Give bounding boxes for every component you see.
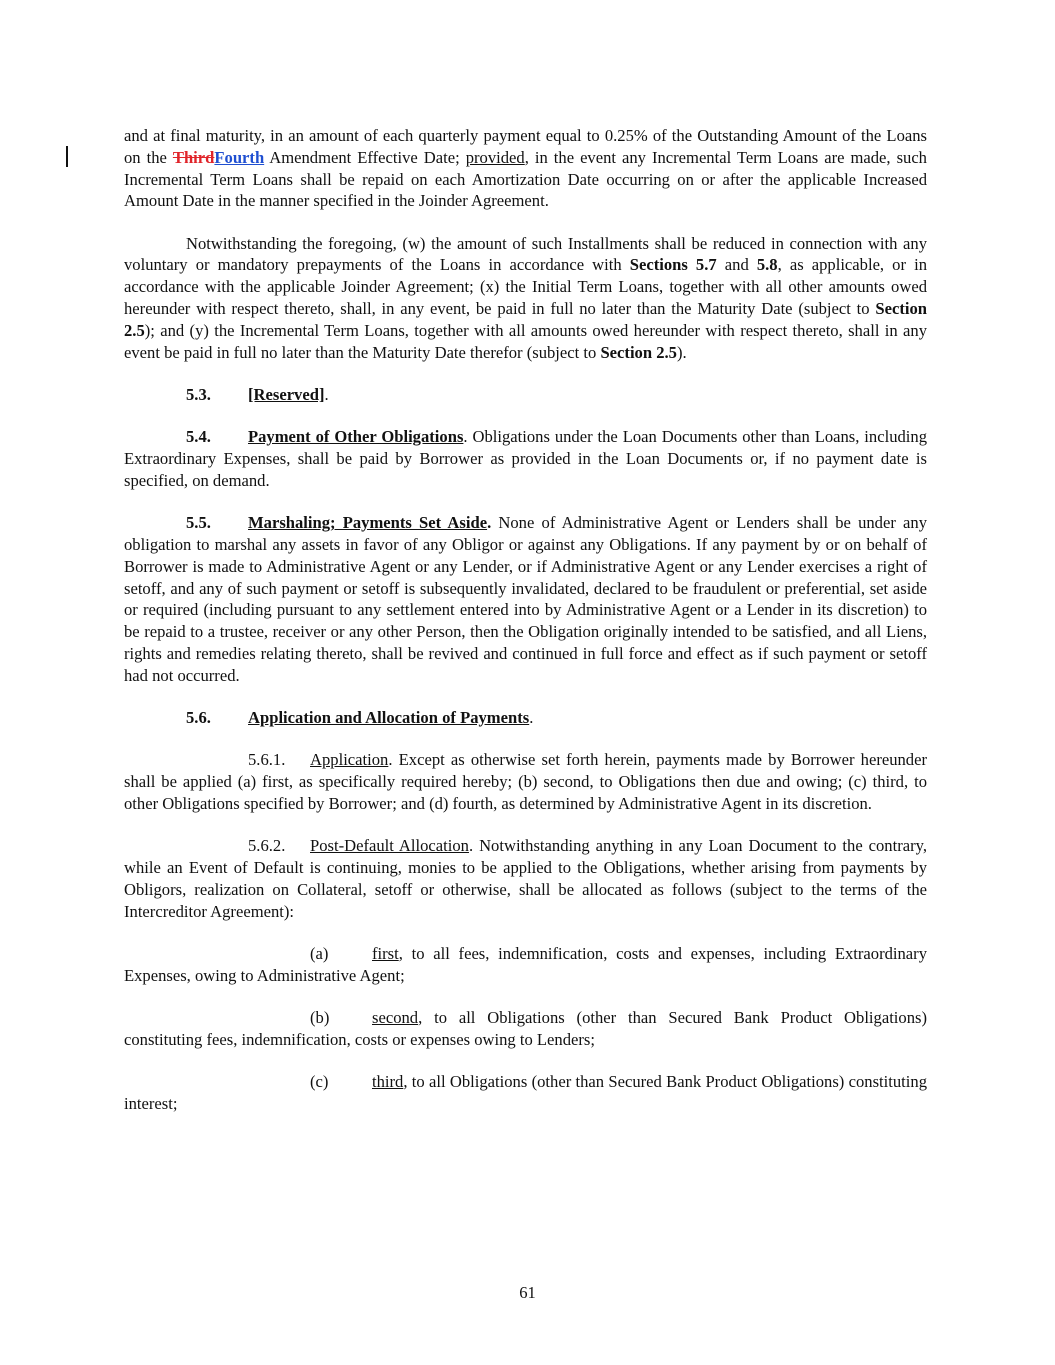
text-run: , in the event any Incremental Term Loans are made, such Incremental Term Loans shall be repaid on each Amortization Date occurring on or after the applicable Increased Amount Date in the manner specified in the Joinder Agreement.: [124, 147, 927, 211]
subsection-title: Application: [310, 750, 389, 770]
section-ref: Sections 5.7: [629, 255, 717, 275]
subsection-number: 5.6.2.: [248, 836, 286, 856]
text-run: ); and (y) the Incremental Term Loans, together with all amounts owed hereunder with respect thereto, shall in any event be paid in full no later than the Maturity Date therefor (subject to: [124, 320, 927, 362]
section-body: None of Administrative Agent or Lenders shall be under any obligation to marshal any assets in favor of any Obligor or against any Obligations. If any payment by or on behalf of Borrower is made to Administrative Agent or any Lender, or if Administrative Agent or any Lender exercises a right of setoff, and any of such payment or setoff is subsequently invalidated, declared to be fraudulent or preferential, set aside or required (including pursuant to any settlement entered into by Administrative Agent or a Lender in its discretion) to be repaid to a trustee, receiver or any other Person, then the Obligation originally intended to be satisfied, and all Liens, rights and remedies relating thereto, shall be revived and continued in full force and effect as if such payment or setoff had not occurred.: [124, 513, 927, 685]
document-page: [124, 125, 927, 1115]
change-bar: [66, 146, 68, 167]
subsection-title: Post-Default Allocation: [310, 836, 469, 856]
subsection-number: 5.6.1.: [248, 750, 286, 770]
item-keyword: third: [372, 1072, 404, 1092]
subsection-body: . Except as otherwise set forth herein, payments made by Borrower hereunder shall be applied (a) first, as specifically required hereby; (b) second, to Obligations then due and owing; (c) third, to other Obligations specified by Borrower; and (d) fourth, as determined by Administrative Agent in its discretion.: [124, 750, 927, 813]
section-number: 5.4.: [186, 427, 211, 447]
text-run: .: [487, 513, 492, 533]
section-title: Application and Allocation of Payments: [248, 708, 530, 728]
item-label: (a): [310, 943, 329, 963]
text-run: and at final maturity, in an amount of each quarterly payment equal to 0.25% of the Outstanding Amount of the Loans on the: [124, 126, 927, 167]
page-number: 61: [519, 1283, 536, 1302]
paragraph-amortization: [124, 125, 927, 212]
section-5-4: [124, 426, 927, 491]
list-item: [124, 1071, 927, 1115]
item-label: (b): [310, 1008, 330, 1027]
section-number: 5.6.: [186, 708, 211, 728]
section-ref: Section 2.5: [600, 342, 677, 362]
section-5-5: [124, 512, 927, 686]
section-title: Marshaling; Payments Set Aside: [248, 513, 488, 533]
item-text: , to all Obligations (other than Secured Bank Product Obligations) constituting fees, indemnification, costs or expenses owing to Lenders;: [124, 1008, 927, 1049]
text-run: .: [324, 384, 329, 404]
section-5-3: [124, 384, 927, 406]
text-run: Amendment Effective Date;: [264, 147, 466, 167]
item-keyword: first: [372, 943, 399, 963]
text-run: Notwithstanding the foregoing, (w) the amount of such Installments shall be reduced in connection with any voluntary or mandatory prepayments of the Loans in accordance with: [124, 233, 927, 275]
item-text: , to all fees, indemnification, costs and expenses, including Extraordinary Expenses, owing to Administrative Agent;: [124, 943, 927, 985]
section-body: . Obligations under the Loan Documents other than Loans, including Extraordinary Expenses, shall be paid by Borrower as provided in the Loan Documents or, if no payment date is specified, on demand.: [124, 427, 927, 490]
provided-term: provided: [465, 147, 525, 167]
section-title: [Reserved]: [248, 384, 325, 404]
section-ref: 5.8: [756, 255, 778, 275]
section-number: 5.3.: [186, 384, 211, 404]
text-run: and: [716, 255, 757, 275]
deleted-text: Third: [172, 147, 215, 167]
item-label: (c): [310, 1072, 329, 1092]
section-5-6-2: [124, 835, 927, 922]
item-text: , to all Obligations (other than Secured Bank Product Obligations) constituting interest;: [124, 1072, 927, 1113]
subsection-body: . Notwithstanding anything in any Loan Document to the contrary, while an Event of Default is continuing, monies to be applied to the Obligations, whether arising from payments by Obligors, realization on Collateral, setoff or otherwise, shall be allocated as follows (subject to the terms of the Intercreditor Agreement):: [124, 836, 928, 921]
section-number: 5.5.: [186, 513, 211, 533]
section-5-6: [124, 707, 927, 729]
section-5-6-1: [124, 749, 927, 814]
list-item: [124, 943, 927, 987]
item-keyword: second: [372, 1008, 419, 1027]
section-ref: Section 2.5: [124, 299, 927, 340]
text-run: ).: [676, 342, 687, 362]
list-item: [124, 1007, 927, 1051]
text-run: , as applicable, or in accordance with the applicable Joinder Agreement; (x) the Initial Term Loans, together with all other amounts owed hereunder with respect thereto, shall, in any event, be paid in full no later than the Maturity Date (subject to: [124, 255, 927, 319]
section-title: Payment of Other Obligations: [248, 427, 464, 447]
paragraph-notwithstanding: [124, 233, 927, 364]
text-run: .: [529, 708, 534, 728]
inserted-text: Fourth: [214, 147, 265, 167]
